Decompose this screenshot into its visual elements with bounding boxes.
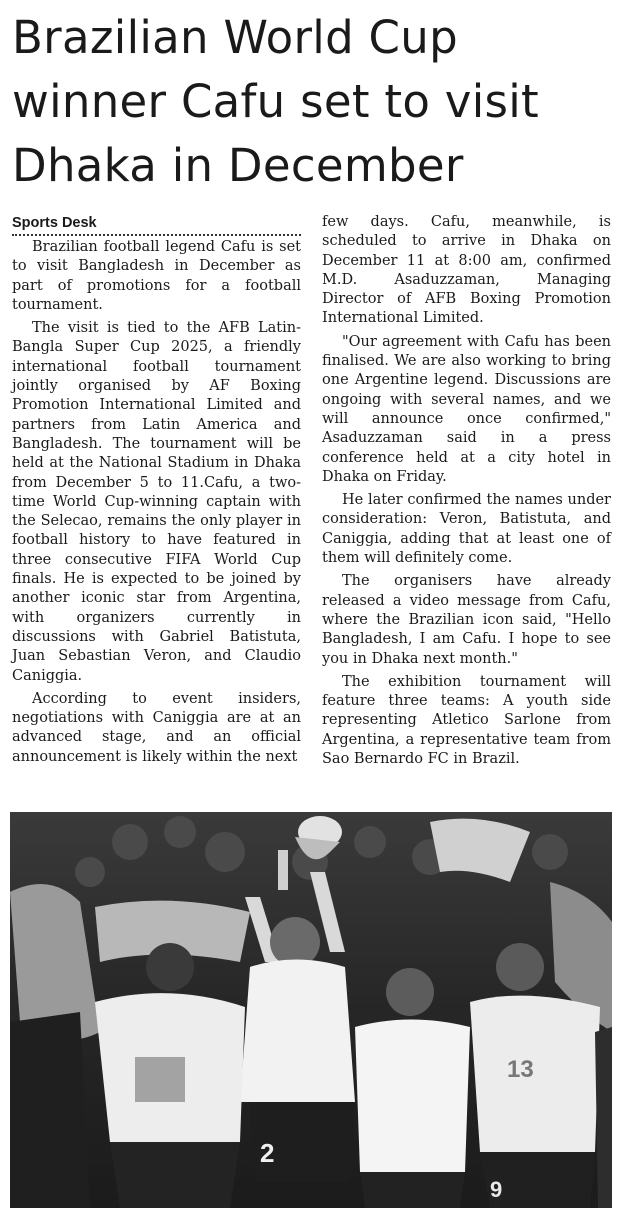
paragraph-continued: few days. Cafu, meanwhile, is scheduled to arrive in Dhaka on December 11 at 8:00 am, confirmed M.D. Asaduzzaman, Managing Director of AFB Boxing Promotion International Limited. [322, 214, 611, 327]
player-far-left [10, 1012, 90, 1208]
paragraph: He later confirmed the names under consideration: Veron, Batistuta, and Caniggia, adding that at least one of them will definitely come. [322, 492, 611, 567]
paragraph: The exhibition tournament will feature three teams: A youth side representing Atletico Sarlone from Argentina, a representative team from Sao Bernardo FC in Brazil. [322, 673, 611, 768]
paragraph: According to event insiders, negotiations with Caniggia are at an advanced stage, and an official announcement is likely within the next [12, 690, 301, 765]
article-column-left [12, 213, 301, 771]
celebration-photo [10, 812, 612, 1208]
article-column-right [322, 213, 611, 773]
headline: Brazilian World Cup winner Cafu set to visit Dhaka in December [12, 11, 539, 192]
paragraph: "Our agreement with Cafu has been finalised. We are also working to bring one Argentine legend. Discussions are ongoing with several names, and we will announce once confirmed," Asaduzzaman said in a press conference held at a city hotel in Dhaka on Friday. [322, 333, 611, 485]
player-far-right [595, 1027, 612, 1208]
shirt-number: 9 [490, 1177, 503, 1202]
byline: Sports Desk [12, 213, 301, 236]
paragraph: The organisers have already released a video message from Cafu, where the Brazilian icon said, "Hello Bangladesh, I am Cafu. I hope to see you in Dhaka next month." [322, 573, 611, 667]
shirt-number: 2 [260, 1138, 275, 1168]
shirt-number: 13 [507, 1056, 534, 1083]
paragraph: The visit is tied to the AFB Latin-Bangla Super Cup 2025, a friendly international football tournament jointly organised by AF Boxing Promotion International Limited and partners from Latin America and Bangladesh. The tournament will be held at the National Stadium in Dhaka from December 5 to 11.Cafu, a two-time World Cup-winning captain with the Selecao, remains the only player in football history to have featured in three consecutive FIFA World Cup finals. He is expected to be joined by another iconic star from Argentina, with organizers currently in discussions with Gabriel Batistuta, Juan Sebastian Veron, and Claudio Caniggia. [12, 320, 301, 684]
photo-illustration [10, 812, 612, 1208]
paragraph: Brazilian football legend Cafu is set to visit Bangladesh in December as part of promotions for a football tournament. [12, 239, 301, 313]
